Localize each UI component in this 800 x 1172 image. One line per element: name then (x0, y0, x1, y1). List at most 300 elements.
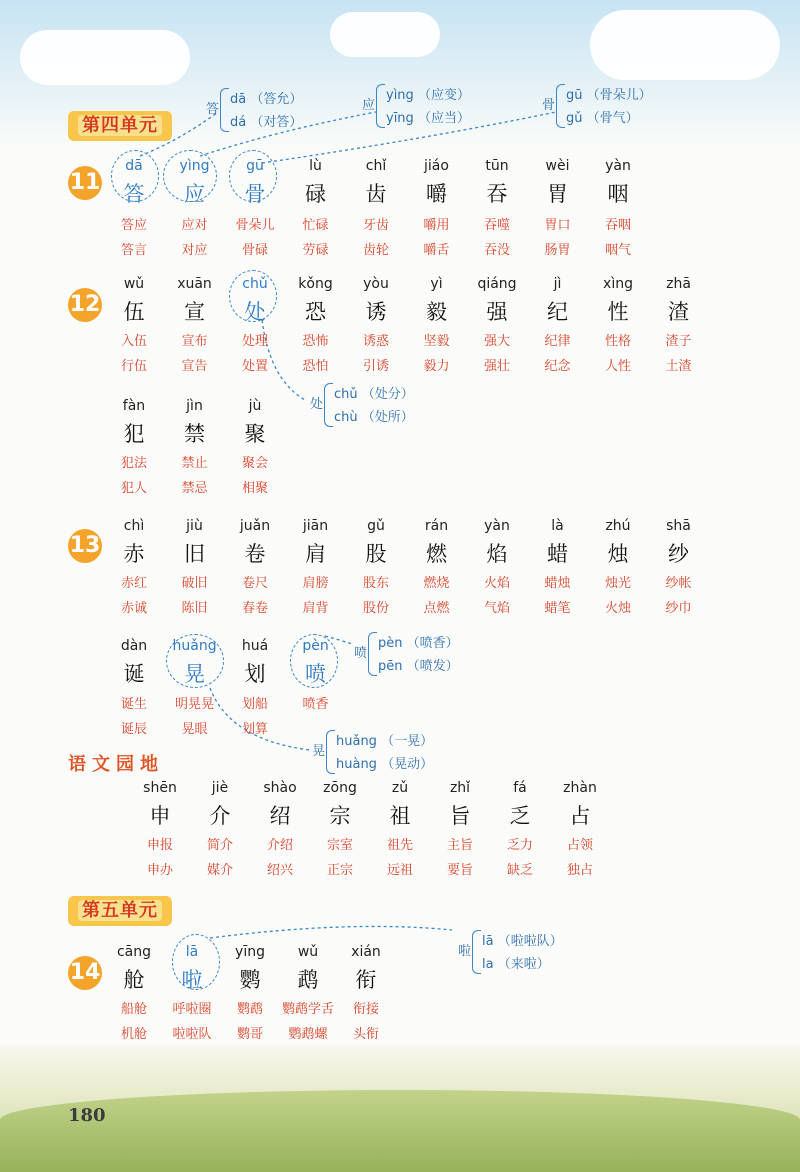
pinyin: zōng (323, 780, 357, 796)
example-word: 行伍 (120, 359, 147, 374)
example-word: 点燃 (423, 601, 450, 616)
hanzi: 蜡 (547, 542, 568, 566)
example-word: 引诱 (362, 359, 389, 374)
hanzi: 性 (607, 300, 629, 324)
hanzi: 胃 (547, 182, 568, 206)
option-gloss: （对答） (250, 115, 303, 130)
example-words (467, 329, 527, 379)
hanzi: 强 (486, 300, 508, 324)
hanzi: 诞 (123, 662, 145, 686)
polyphone-option (378, 655, 459, 674)
hanzi: 烛 (607, 542, 629, 566)
example-word: 禁止 (181, 456, 208, 471)
example-word: 火焰 (483, 576, 510, 591)
option-gloss: （答允） (250, 92, 303, 107)
hanzi: 聚 (244, 422, 266, 446)
brace (376, 84, 385, 128)
unit-banner (68, 896, 172, 926)
hanzi: 申 (149, 804, 171, 828)
example-word: 鹦哥 (236, 1027, 263, 1042)
hanzi: 鹉 (297, 968, 319, 992)
hanzi: 宗 (329, 804, 351, 828)
pinyin: dā (125, 158, 143, 174)
example-word: 主旨 (446, 838, 473, 853)
vocab-character (173, 518, 217, 568)
pinyin: chì (123, 518, 145, 534)
pinyin: yòu (363, 276, 389, 292)
pinyin: wǔ (123, 276, 145, 292)
example-word: 申办 (146, 863, 173, 878)
pinyin: xìng (603, 276, 633, 292)
example-words (467, 571, 527, 621)
polyphone-option (336, 753, 433, 772)
example-words (225, 571, 285, 621)
example-word: 蜡笔 (544, 601, 571, 616)
hanzi: 毅 (426, 300, 447, 324)
example-words (278, 997, 338, 1047)
example-word: 坚毅 (423, 334, 450, 349)
example-word: 股份 (362, 601, 389, 616)
example-words (528, 329, 588, 379)
hanzi: 处 (244, 300, 266, 324)
example-word: 赤诚 (120, 601, 147, 616)
pinyin: fá (513, 780, 527, 796)
example-words (165, 213, 225, 263)
lesson-number-badge: 11 (68, 166, 102, 200)
option-pinyin: yīng (386, 111, 414, 126)
pinyin: lù (309, 158, 322, 174)
example-word: 划算 (241, 722, 268, 737)
option-pinyin: huàng (336, 757, 377, 772)
example-words (130, 833, 190, 883)
example-word: 骨朵儿 (235, 218, 275, 233)
polyphone-head: 处 (310, 397, 324, 412)
unit-title: 第五单元 (78, 900, 162, 921)
vocab-character (228, 944, 272, 994)
polyphone-head: 应 (362, 98, 376, 113)
arrow-la (210, 926, 452, 938)
vocab-character (233, 398, 277, 448)
option-gloss: （应当） (417, 111, 470, 126)
option-gloss: （处所） (361, 410, 414, 425)
example-word: 燃烧 (423, 576, 450, 591)
vocab-character (233, 158, 277, 208)
example-word: 缺乏 (506, 863, 533, 878)
pinyin: jì (553, 276, 562, 292)
example-word: 正宗 (326, 863, 353, 878)
pinyin: huá (241, 638, 269, 654)
example-words (286, 213, 346, 263)
pinyin: jìn (186, 398, 203, 414)
hanzi: 卷 (244, 542, 266, 566)
example-words (370, 833, 430, 883)
hanzi: 鹦 (239, 968, 261, 992)
vocab-character (475, 276, 519, 326)
hanzi: 划 (244, 662, 266, 686)
vocab-character (344, 944, 388, 994)
pinyin: zhàn (563, 780, 597, 796)
lesson-number-badge: 13 (68, 529, 102, 563)
brace (472, 930, 481, 974)
vocab-character (558, 780, 602, 830)
example-words (286, 692, 346, 717)
example-words (225, 213, 285, 263)
unit-title: 第四单元 (78, 115, 162, 136)
example-word: 简介 (206, 838, 233, 853)
hanzi: 嚼 (426, 182, 447, 206)
pinyin: qiáng (477, 276, 517, 292)
example-word: 明晃晃 (174, 697, 214, 712)
example-words (336, 997, 396, 1047)
example-word: 火烛 (604, 601, 631, 616)
example-words (225, 329, 285, 379)
example-words (588, 213, 648, 263)
example-words (407, 571, 467, 621)
example-words (250, 833, 310, 883)
vocab-character (596, 276, 640, 326)
example-word: 强壮 (483, 359, 510, 374)
example-word: 破旧 (181, 576, 208, 591)
example-word: 土渣 (665, 359, 692, 374)
hanzi: 肩 (305, 542, 326, 566)
vocab-character (475, 518, 519, 568)
example-words (104, 213, 164, 263)
example-word: 乏力 (506, 838, 533, 853)
hanzi: 旨 (449, 804, 471, 828)
example-word: 肩背 (302, 601, 329, 616)
pinyin: jiān (302, 518, 329, 534)
example-words (104, 451, 164, 501)
example-words (310, 833, 370, 883)
example-word: 禁忌 (181, 481, 208, 496)
example-words (490, 833, 550, 883)
hanzi: 旧 (184, 542, 205, 566)
vocab-character (596, 158, 640, 208)
example-words (162, 997, 222, 1047)
pinyin: kǒng (298, 276, 333, 292)
hanzi: 恐 (305, 300, 326, 324)
example-word: 船舱 (120, 1002, 147, 1017)
vocab-character (294, 276, 338, 326)
option-pinyin: lā (482, 934, 494, 949)
example-words (165, 571, 225, 621)
pinyin: là (551, 518, 564, 534)
pinyin: juǎn (239, 518, 271, 534)
hanzi: 焰 (486, 542, 508, 566)
example-words (225, 451, 285, 501)
example-word: 纱巾 (665, 601, 692, 616)
option-gloss: （一晃） (381, 734, 434, 749)
pinyin: shā (666, 518, 691, 534)
polyphone-option (482, 953, 550, 972)
pinyin: cāng (116, 944, 152, 960)
hanzi: 应 (184, 182, 205, 206)
pinyin: wèi (545, 158, 570, 174)
option-pinyin: gǔ (566, 111, 583, 126)
vocab-character (378, 780, 422, 830)
option-pinyin: yìng (386, 88, 414, 103)
example-word: 鹦鹉螺 (288, 1027, 328, 1042)
example-word: 媒介 (206, 863, 233, 878)
example-words (407, 329, 467, 379)
option-gloss: （喷发） (406, 659, 459, 674)
hanzi: 答 (123, 182, 145, 206)
example-word: 股东 (362, 576, 389, 591)
polyphone-option (386, 84, 470, 103)
polyphone-option (230, 111, 302, 130)
example-word: 赤红 (120, 576, 147, 591)
option-pinyin: pèn (378, 636, 403, 651)
pinyin: wǔ (297, 944, 319, 960)
example-words (550, 833, 610, 883)
example-word: 祖先 (386, 838, 413, 853)
pinyin: zhā (666, 276, 691, 292)
hanzi: 绍 (269, 804, 291, 828)
example-word: 气焰 (483, 601, 510, 616)
example-word: 犯法 (120, 456, 147, 471)
example-word: 诞辰 (120, 722, 147, 737)
hanzi: 喷 (305, 662, 326, 686)
brace (324, 383, 333, 427)
vocab-character (112, 638, 156, 688)
example-words (407, 213, 467, 263)
option-gloss: （来啦） (497, 957, 550, 972)
example-word: 入伍 (120, 334, 147, 349)
unit-banner (68, 111, 172, 141)
pinyin: lā (185, 944, 199, 960)
pinyin: yì (430, 276, 443, 292)
polyphone-option (334, 406, 414, 425)
example-word: 聚会 (241, 456, 268, 471)
option-pinyin: chù (334, 410, 358, 425)
example-words (528, 213, 588, 263)
pinyin: yàn (605, 158, 631, 174)
example-word: 卷尺 (241, 576, 268, 591)
example-word: 吞没 (483, 243, 510, 258)
example-word: 肩膀 (302, 576, 329, 591)
example-words (346, 329, 406, 379)
pinyin: shēn (143, 780, 177, 796)
hanzi: 犯 (123, 422, 145, 446)
hanzi: 晃 (184, 662, 205, 686)
example-word: 宗室 (326, 838, 353, 853)
example-word: 诞生 (120, 697, 147, 712)
hanzi: 燃 (426, 542, 447, 566)
pinyin: dàn (120, 638, 148, 654)
polyphone-option (336, 730, 433, 749)
vocab-character (198, 780, 242, 830)
example-word: 机舱 (120, 1027, 147, 1042)
vocab-character (294, 518, 338, 568)
vocab-character (258, 780, 302, 830)
vocab-character (415, 276, 459, 326)
example-word: 晃眼 (181, 722, 208, 737)
example-words (104, 997, 164, 1047)
example-word: 呼啦圈 (172, 1002, 212, 1017)
hanzi: 乏 (509, 804, 531, 828)
option-pinyin: huǎng (336, 734, 377, 749)
vocab-character (112, 398, 156, 448)
example-words (225, 692, 285, 742)
vocab-character (173, 638, 217, 688)
example-word: 陈旧 (181, 601, 208, 616)
example-word: 绍兴 (266, 863, 293, 878)
example-word: 毅力 (423, 359, 450, 374)
vocab-character (536, 276, 580, 326)
polyphone-head: 啦 (458, 944, 472, 959)
example-words (165, 329, 225, 379)
option-gloss: （处分） (361, 387, 414, 402)
pinyin: chǐ (365, 158, 387, 174)
vocab-character (475, 158, 519, 208)
option-gloss: （喷香） (406, 636, 459, 651)
example-words (104, 329, 164, 379)
brace (556, 84, 565, 128)
example-words (165, 451, 225, 501)
vocab-character (354, 158, 398, 208)
example-words (528, 571, 588, 621)
example-words (286, 571, 346, 621)
vocab-character (173, 158, 217, 208)
example-word: 划船 (241, 697, 268, 712)
pinyin: chǔ (242, 276, 268, 292)
hanzi: 衔 (355, 968, 377, 992)
pinyin: shào (263, 780, 297, 796)
example-word: 相聚 (241, 481, 268, 496)
example-word: 春卷 (241, 601, 268, 616)
example-words (649, 571, 709, 621)
hanzi: 赤 (123, 542, 145, 566)
example-word: 处置 (241, 359, 268, 374)
vocab-character (173, 398, 217, 448)
example-word: 要旨 (446, 863, 473, 878)
vocab-character (112, 276, 156, 326)
example-word: 诱惑 (362, 334, 389, 349)
example-word: 蜡烛 (544, 576, 571, 591)
example-words (430, 833, 490, 883)
pinyin: yàn (484, 518, 510, 534)
option-gloss: （应变） (417, 88, 470, 103)
example-word: 纱帐 (665, 576, 692, 591)
vocab-character (112, 944, 156, 994)
example-words (104, 692, 164, 742)
option-gloss: （骨朵儿） (586, 88, 652, 103)
polyphone-head: 骨 (542, 98, 556, 113)
polyphone-option (230, 88, 302, 107)
hanzi: 纪 (547, 300, 568, 324)
example-word: 骨碌 (241, 243, 268, 258)
hanzi: 咽 (607, 182, 629, 206)
example-word: 嚼用 (423, 218, 450, 233)
polyphone-head: 晃 (312, 744, 326, 759)
hanzi: 介 (209, 804, 231, 828)
example-word: 纪律 (544, 334, 571, 349)
example-word: 嚼舌 (423, 243, 450, 258)
example-words (588, 571, 648, 621)
vocab-character (318, 780, 362, 830)
example-word: 忙碌 (302, 218, 329, 233)
hanzi: 诱 (365, 300, 387, 324)
brace (368, 632, 377, 676)
hanzi: 骨 (244, 182, 266, 206)
example-words (346, 571, 406, 621)
example-word: 宣布 (181, 334, 208, 349)
example-word: 胃口 (544, 218, 571, 233)
polyphone-option (378, 632, 459, 651)
brace (220, 88, 229, 132)
pinyin: jiè (211, 780, 229, 796)
example-word: 应对 (181, 218, 208, 233)
example-word: 答言 (120, 243, 147, 258)
example-words (286, 329, 346, 379)
vocab-character (286, 944, 330, 994)
example-word: 犯人 (120, 481, 147, 496)
example-words (467, 213, 527, 263)
vocab-character (294, 158, 338, 208)
pinyin: yīng (235, 944, 265, 960)
option-gloss: （晃动） (381, 757, 434, 772)
example-word: 鹦鹉 (236, 1002, 263, 1017)
pinyin: fàn (122, 398, 146, 414)
example-word: 性格 (604, 334, 631, 349)
pinyin: zǔ (391, 780, 409, 796)
pinyin: zhú (605, 518, 631, 534)
vocab-character (233, 518, 277, 568)
pinyin: pèn (302, 638, 329, 654)
example-word: 强大 (483, 334, 510, 349)
pinyin: xián (351, 944, 381, 960)
vocab-character (354, 518, 398, 568)
pinyin: xuān (177, 276, 212, 292)
hanzi: 齿 (365, 182, 387, 206)
example-word: 喷香 (302, 697, 329, 712)
example-word: 介绍 (266, 838, 293, 853)
pinyin: huǎng (172, 638, 217, 654)
example-word: 劳碌 (302, 243, 329, 258)
pinyin: jiù (186, 518, 203, 534)
option-pinyin: pēn (378, 659, 403, 674)
example-word: 烛光 (604, 576, 631, 591)
hanzi: 占 (569, 804, 591, 828)
hanzi: 股 (365, 542, 387, 566)
vocab-character (112, 518, 156, 568)
polyphone-head: 喷 (354, 646, 368, 661)
vocab-character (170, 944, 214, 994)
polyphone-option (566, 84, 652, 103)
example-word: 吞噬 (483, 218, 510, 233)
example-word: 吞咽 (604, 218, 631, 233)
hanzi: 吞 (486, 182, 508, 206)
example-word: 啦啦队 (172, 1027, 212, 1042)
hanzi: 宣 (184, 300, 205, 324)
vocab-character (536, 158, 580, 208)
example-word: 对应 (181, 243, 208, 258)
hanzi: 碌 (305, 182, 326, 206)
example-words (190, 833, 250, 883)
example-word: 申报 (146, 838, 173, 853)
vocab-character (415, 158, 459, 208)
vocab-character (173, 276, 217, 326)
example-words (649, 329, 709, 379)
example-word: 宣告 (181, 359, 208, 374)
example-words (165, 692, 225, 742)
vocab-character (112, 158, 156, 208)
example-words (588, 329, 648, 379)
vocab-character (354, 276, 398, 326)
polyphone-option (386, 107, 470, 126)
pinyin: jiáo (424, 158, 449, 174)
example-word: 远祖 (386, 863, 413, 878)
